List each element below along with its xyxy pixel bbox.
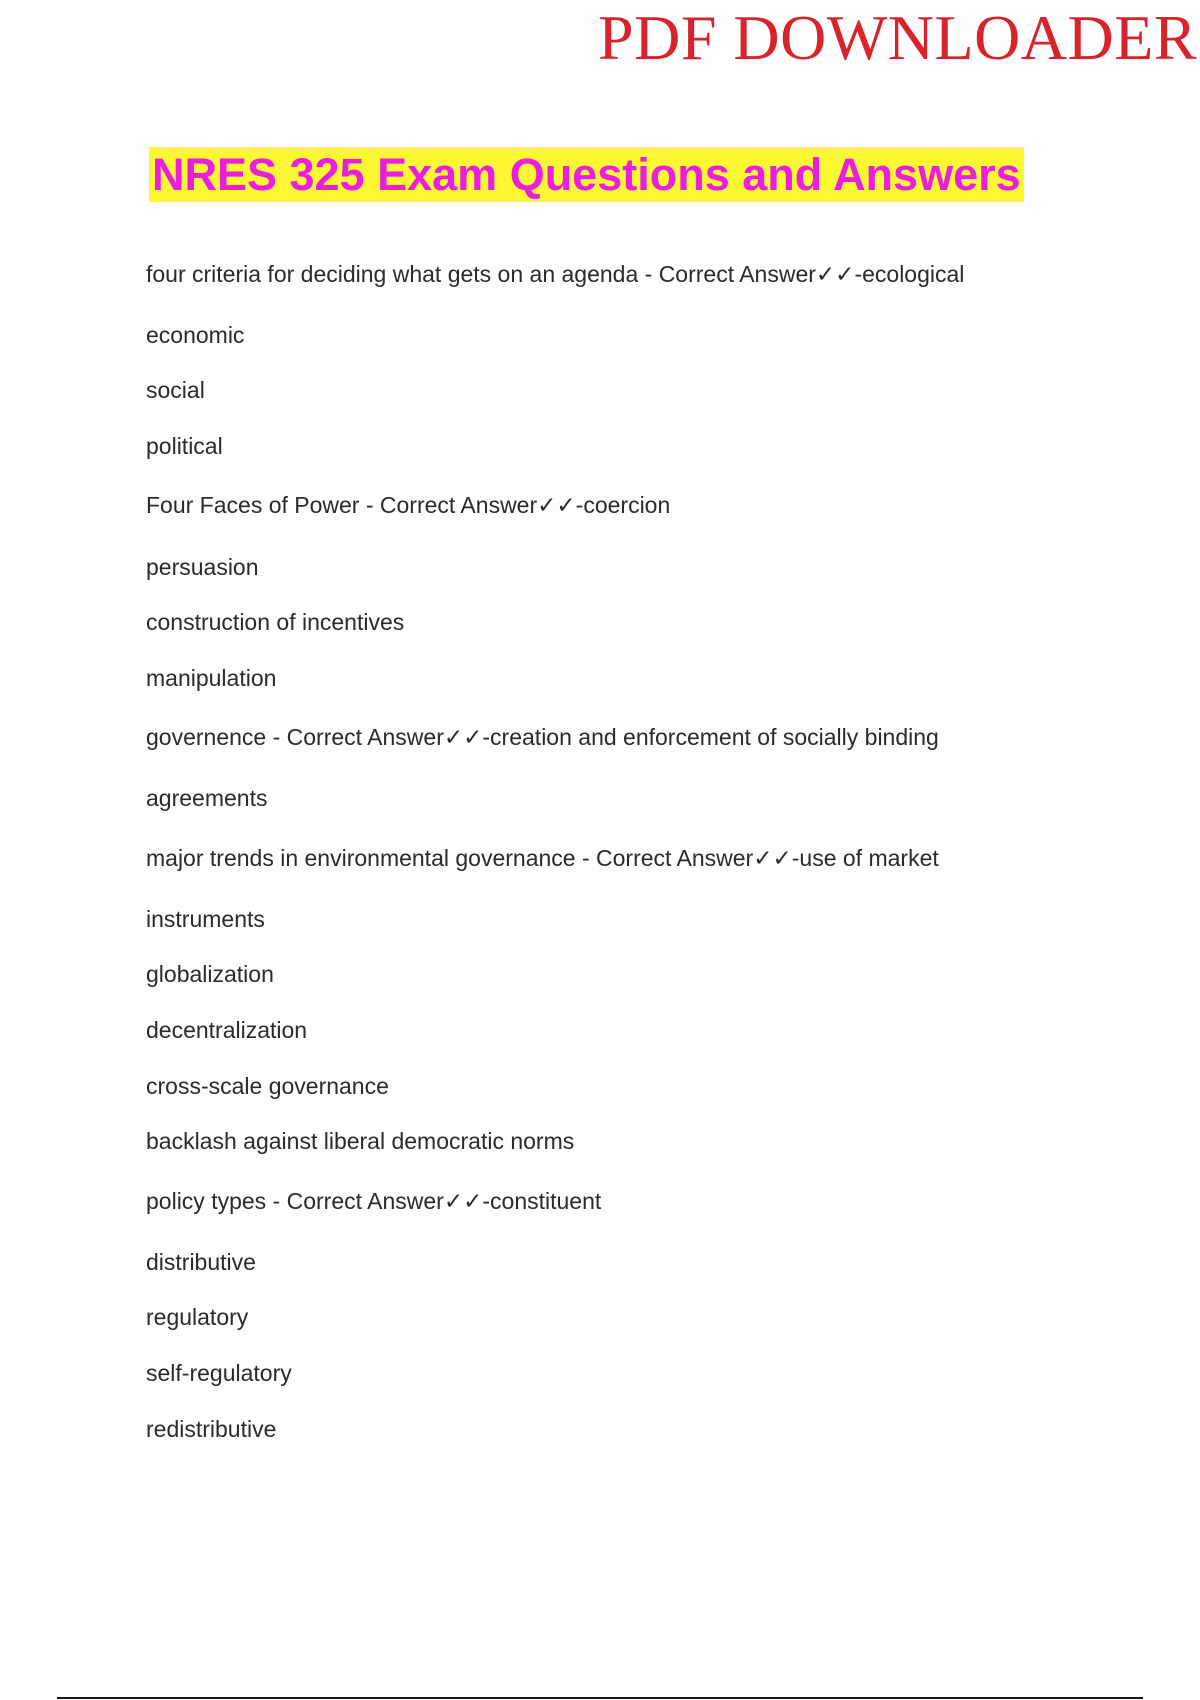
- text-line: major trends in environmental governance - Correct Answer✓✓-use of market: [146, 845, 939, 871]
- text-line: backlash against liberal democratic norms: [146, 1128, 575, 1154]
- document-title: NRES 325 Exam Questions and Answers: [149, 147, 1024, 202]
- footer-divider: [57, 1697, 1143, 1699]
- text-line: manipulation: [146, 665, 277, 691]
- text-line: redistributive: [146, 1416, 277, 1442]
- text-line: decentralization: [146, 1017, 308, 1043]
- text-line: governence - Correct Answer✓✓-creation and enforcement of socially binding: [146, 724, 939, 750]
- text-line: instruments: [146, 906, 265, 932]
- text-line: globalization: [146, 961, 274, 987]
- text-line: agreements: [146, 785, 268, 811]
- text-line: four criteria for deciding what gets on an agenda - Correct Answer✓✓-ecological: [146, 261, 965, 287]
- text-line: social: [146, 377, 205, 403]
- text-line: regulatory: [146, 1304, 249, 1330]
- text-line: cross-scale governance: [146, 1073, 389, 1099]
- text-line: Four Faces of Power - Correct Answer✓✓-coercion: [146, 492, 671, 518]
- text-line: political: [146, 433, 223, 459]
- text-line: economic: [146, 322, 245, 348]
- text-line: distributive: [146, 1249, 256, 1275]
- text-line: construction of incentives: [146, 609, 405, 635]
- text-line: persuasion: [146, 554, 259, 580]
- watermark-text: PDF DOWNLOADER: [598, 2, 1197, 73]
- text-line: policy types - Correct Answer✓✓-constituent: [146, 1188, 602, 1214]
- text-line: self-regulatory: [146, 1360, 292, 1386]
